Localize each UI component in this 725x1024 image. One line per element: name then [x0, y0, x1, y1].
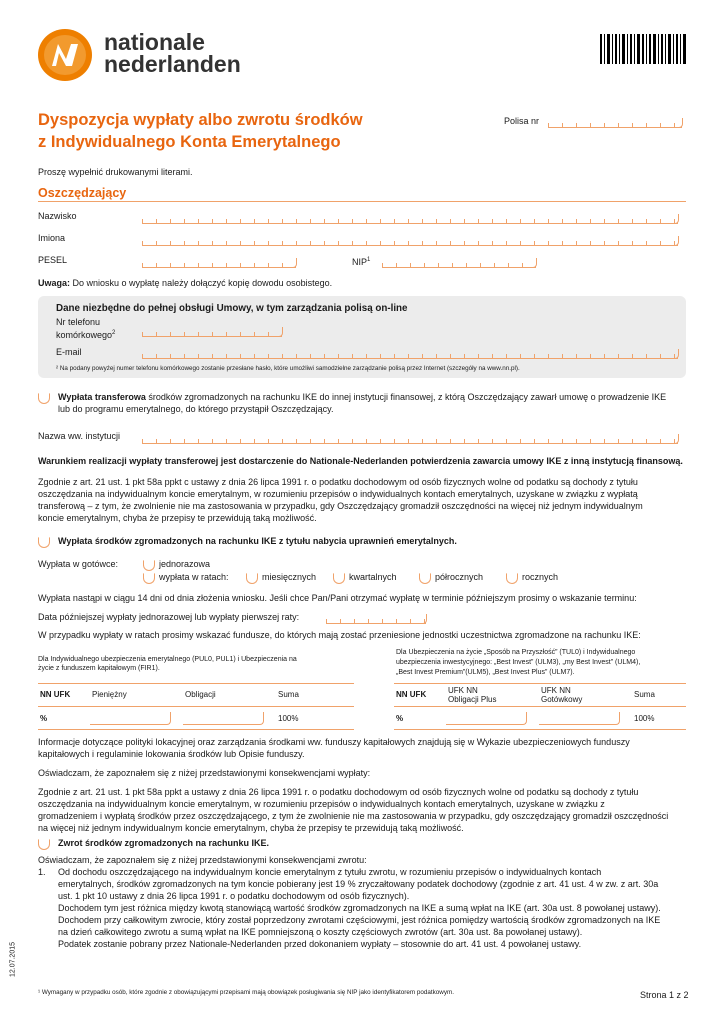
side-date: 12.07.2015 — [9, 941, 17, 978]
right-table-header-sum: Suma — [634, 690, 655, 699]
name-field[interactable] — [142, 236, 678, 246]
policy-number-field[interactable] — [548, 118, 682, 128]
brand-line2: nederlanden — [104, 51, 241, 77]
section-saver-heading: Oszczędzający — [38, 186, 127, 200]
left-table-bottom-rule — [38, 729, 354, 730]
transfer-payout-text — [58, 392, 688, 404]
right-table-bottom-rule — [394, 729, 686, 730]
transfer-payout-text1: środków zgromadzonych na rachunku IKE do innej instytucji finansowej, z którą Oszczędzający zawarł umowę o prowadzenie IKE — [145, 392, 667, 402]
left-table-desc2: życie z funduszem kapitałowym (FIR1). — [38, 665, 160, 672]
one-time-checkbox[interactable] — [143, 560, 155, 571]
right-table-desc1: Dla Ubezpieczenia na życie „Sposób na Przyszłość” (TUL0) i Indywidualnego — [396, 649, 636, 656]
nip-label — [352, 255, 370, 269]
note-text: Do wniosku o wypłatę należy dołączyć kopię dowodu osobistego. — [70, 278, 333, 288]
phone-footnote-mark: 2 — [112, 330, 116, 336]
retirement-tax-line1: Zgodnie z art. 21 ust. 1 pkt 58a ppkt a ustawy z dnia 26 lipca 1991 r. o podatku dochodowym od osób fizycznych wolne od podatku są dochody z tytułu — [38, 787, 639, 797]
left-cash-input[interactable] — [90, 712, 171, 725]
policy-info-line2: kapitałowych i regulaminie lokowania środków lub Opisie funduszy. — [38, 749, 305, 759]
quarterly-label: kwartalnych — [349, 572, 397, 582]
policy-number-label: Polisa nr — [504, 116, 540, 126]
left-table-mid-rule — [38, 706, 354, 707]
monthly-label: miesięcznych — [262, 572, 317, 582]
left-table-row-pct: % — [40, 714, 48, 723]
page-title-line2: z Indywidualnego Konta Emerytalnego — [38, 133, 341, 151]
right-table-desc3: „Best Invest Premium”(ULM5), „Best Invest Plus” (ULM7). — [396, 669, 575, 676]
retirement-tax-line2: oszczędzania na indywidualnym koncie emerytalnym, w rozumieniu przepisów o indywidualnych kontach emerytalnych, uzyskane w związku z — [38, 799, 605, 809]
section-divider — [38, 201, 686, 202]
email-field[interactable] — [142, 349, 678, 359]
surname-field[interactable] — [142, 214, 678, 224]
semiannual-checkbox[interactable] — [419, 573, 431, 584]
nip-footnote-mark: 1 — [367, 257, 371, 263]
quarterly-checkbox[interactable] — [333, 573, 345, 584]
cash-payout-label: Wypłata w gotówce: — [38, 559, 118, 569]
right-table-header-col2b: Gotówkowy — [541, 695, 583, 704]
retirement-payout-checkbox[interactable] — [38, 537, 50, 548]
refund-line6: na dzień całkowitego zwrotu a sumą wpłat na IKE pomniejszoną o koszty częściowych zwrotów (art. 30a ust. 8a powołanej ustawy). — [58, 927, 583, 937]
later-date-label: Data późniejszej wypłaty jednorazowej lub wypłaty pierwszej raty: — [38, 612, 300, 622]
id-copy-note — [38, 278, 332, 290]
right-table-desc2: ubezpieczenia inwestycyjnego: „Best Invest” (ULM3), „my Best Invest” (ULM4), — [396, 659, 641, 666]
note-label: Uwaga: — [38, 278, 71, 288]
left-table-header-sum: Suma — [278, 690, 299, 699]
refund-line5: Dochodem przy całkowitym zwrocie, który został poprzedzony zwrotami częściowymi, jest różnica pomiędzy wartością środków zgromadzonych na IKE — [58, 915, 661, 925]
transfer-tax-line4: koncie emerytalnym, chyba że przepisy te przewidują taką możliwość. — [38, 513, 317, 523]
refund-heading: Zwrot środków zgromadzonych na rachunku IKE. — [58, 838, 270, 848]
payout-declaration: Oświadczam, że zapoznałem się z niżej przedstawionymi konsekwencjami wypłaty: — [38, 768, 371, 778]
page-title-line1: Dyspozycja wypłaty albo zwrotu środków — [38, 111, 363, 129]
later-date-field[interactable] — [326, 614, 426, 624]
footnote-nip: ¹ Wymagany w przypadku osób, które zgodnie z obowiązującymi przepisami mają obowiązek posługiwania się NIP jako identyfikatorem podatkowym. — [38, 989, 454, 996]
installments-label: wypłata w ratach: — [159, 572, 229, 582]
refund-checkbox[interactable] — [38, 839, 50, 850]
left-table-row-sum: 100% — [278, 714, 299, 723]
institution-field[interactable] — [142, 434, 678, 444]
left-table-header-ufk: NN UFK — [40, 690, 71, 699]
retirement-payout-heading: Wypłata środków zgromadzonych na rachunku IKE z tytułu nabycia uprawnień emerytalnych. — [58, 536, 457, 546]
annual-label: rocznych — [522, 572, 559, 582]
left-table-top-rule — [38, 683, 354, 684]
phone-label-line1: Nr telefonu — [56, 317, 101, 327]
left-table-desc1: Dla Indywidualnego ubezpieczenia emerytalnego (PUL0, PUL1) i Ubezpieczenia na — [38, 656, 297, 663]
one-time-label: jednorazowa — [159, 559, 211, 569]
funds-intro-text: W przypadku wypłaty w ratach prosimy wskazać fundusze, do których mają zostać przeniesione jednostki uczestnictwa zgromadzone na rachunku IKE: — [38, 630, 641, 640]
right-table-header-ufk: NN UFK — [396, 690, 427, 699]
refund-line7: Podatek zostanie pobrany przez Nationale-Nederlanden przed dokonaniem wypłaty – stosownie do art. 41 ust. 4 powołanej ustawy. — [58, 939, 582, 949]
transfer-payout-text2: lub do programu emerytalnego, do którego przystąpił Oszczędzający. — [58, 404, 334, 414]
email-label: E-mail — [56, 347, 82, 357]
right-table-header-col1b: Obligacji Plus — [448, 695, 497, 704]
brand-line1: nationale — [104, 29, 205, 55]
refund-line2: emerytalnych, środków zgromadzonych na tym koncie pobierany jest 19 % zryczałtowany podatek dochodowy (zgodnie z art. 41 ust. 4 w zw. z art. 30a — [58, 879, 659, 889]
name-label: Imiona — [38, 233, 66, 243]
right-table-row-sum: 100% — [634, 714, 655, 723]
right-table-row-pct: % — [396, 714, 404, 723]
transfer-tax-line3: transferową – z tym, że zwolnienie nie ma zastosowania w przypadku, gdy Oszczędzający gromadził oszczędności na więcej niż jednym indywidualnym — [38, 501, 643, 511]
transfer-payout-bold: Wypłata transferowa — [58, 392, 146, 402]
phone-label-line2 — [56, 328, 115, 342]
payout-timing-text: Wypłata nastąpi w ciągu 14 dni od dnia złożenia wniosku. Jeśli chce Pan/Pani otrzymać wypłatę w terminie późniejszym prosimy o wskazanie terminu: — [38, 593, 637, 603]
right-table-header-col1a: UFK NN — [448, 686, 478, 695]
left-bonds-input[interactable] — [183, 712, 264, 725]
refund-line3: ust. 1 pkt 10 ustawy z dnia 26 lipca 1991 r. o podatku dochodowym od osób fizycznych). — [58, 891, 410, 901]
monthly-checkbox[interactable] — [246, 573, 258, 584]
retirement-tax-line3: gromadzeniem i wypłatą środków przez oszczędzającego, z tym że zwolnienie nie ma zastosowania w przypadku, gdy oszczędzający gromadził oszczędności — [38, 811, 669, 821]
phone-field[interactable] — [142, 327, 282, 337]
surname-label: Nazwisko — [38, 211, 77, 221]
institution-label: Nazwa ww. instytucji — [38, 431, 121, 441]
transfer-tax-line2: oszczędzania na indywidualnym koncie emerytalnym, w rozumieniu przepisów o indywidualnych kontach emerytalnych, uzyskane w związku z wypłatą — [38, 489, 638, 499]
contact-heading: Dane niezbędne do pełnej obsługi Umowy, w tym zarządzania polisą on-line — [56, 303, 408, 314]
phone-label-text: komórkowego — [56, 330, 113, 340]
installments-checkbox[interactable] — [143, 573, 155, 584]
nip-label-text: NIP — [352, 257, 368, 267]
contact-footnote: ² Na podany powyżej numer telefonu komórkowego zostanie przesłane hasło, które umożliwi samodzielne zarządzanie polisą przez Internet (szczegóły na www.nn.pl). — [56, 365, 520, 372]
right-col1-input[interactable] — [446, 712, 527, 725]
left-table-header-cash: Pieniężny — [92, 690, 127, 699]
right-table-top-rule — [394, 683, 686, 684]
refund-item-number: 1. — [38, 867, 46, 877]
policy-info-line1: Informacje dotyczące polityki lokacyjnej oraz zarządzania środkami ww. funduszy kapitałowych znajdują się w Wykazie ubezpieczeniowych funduszy — [38, 737, 630, 747]
transfer-tax-line1: Zgodnie z art. 21 ust. 1 pkt 58a ppkt c ustawy z dnia 26 lipca 1991 r. o podatku dochodowym od osób fizycznych wolne od podatku są dochody z tytułu — [38, 477, 638, 487]
nip-field[interactable] — [382, 258, 536, 268]
refund-line4: Dochodem tym jest różnica między kwotą stanowiącą wartość środków zgromadzonych na IKE a sumą wpłat na IKE (art. 30a ust. 8 powołanej ustawy). — [58, 903, 661, 913]
pesel-field[interactable] — [142, 258, 296, 268]
right-table-mid-rule — [394, 706, 686, 707]
nn-logo-icon — [36, 26, 96, 84]
page-number: Strona 1 z 2 — [640, 990, 689, 1000]
refund-line1: Od dochodu oszczędzającego na indywidualnym koncie emerytalnym z tytułu zwrotu, w rozumieniu przepisów o indywidualnych kontach — [58, 867, 602, 877]
refund-declaration: Oświadczam, że zapoznałem się z niżej przedstawionymi konsekwencjami zwrotu: — [38, 855, 367, 865]
logo — [36, 26, 241, 84]
right-col2-input[interactable] — [539, 712, 620, 725]
left-table-header-bonds: Obligacji — [185, 690, 216, 699]
retirement-tax-line4: na więcej niż jednym indywidualnym koncie emerytalnym, chyba że przepisy te przewidują taką możliwość. — [38, 823, 464, 833]
transfer-payout-checkbox[interactable] — [38, 393, 50, 404]
annual-checkbox[interactable] — [506, 573, 518, 584]
instruction-text: Proszę wypełnić drukowanymi literami. — [38, 167, 193, 177]
pesel-label: PESEL — [38, 255, 68, 265]
right-table-header-col2a: UFK NN — [541, 686, 571, 695]
semiannual-label: półrocznych — [435, 572, 484, 582]
transfer-condition: Warunkiem realizacji wypłaty transferowej jest dostarczenie do Nationale-Nederlanden potwierdzenia zawarcia umowy IKE z inną instytucją finansową. — [38, 456, 683, 466]
barcode-icon — [600, 34, 688, 64]
